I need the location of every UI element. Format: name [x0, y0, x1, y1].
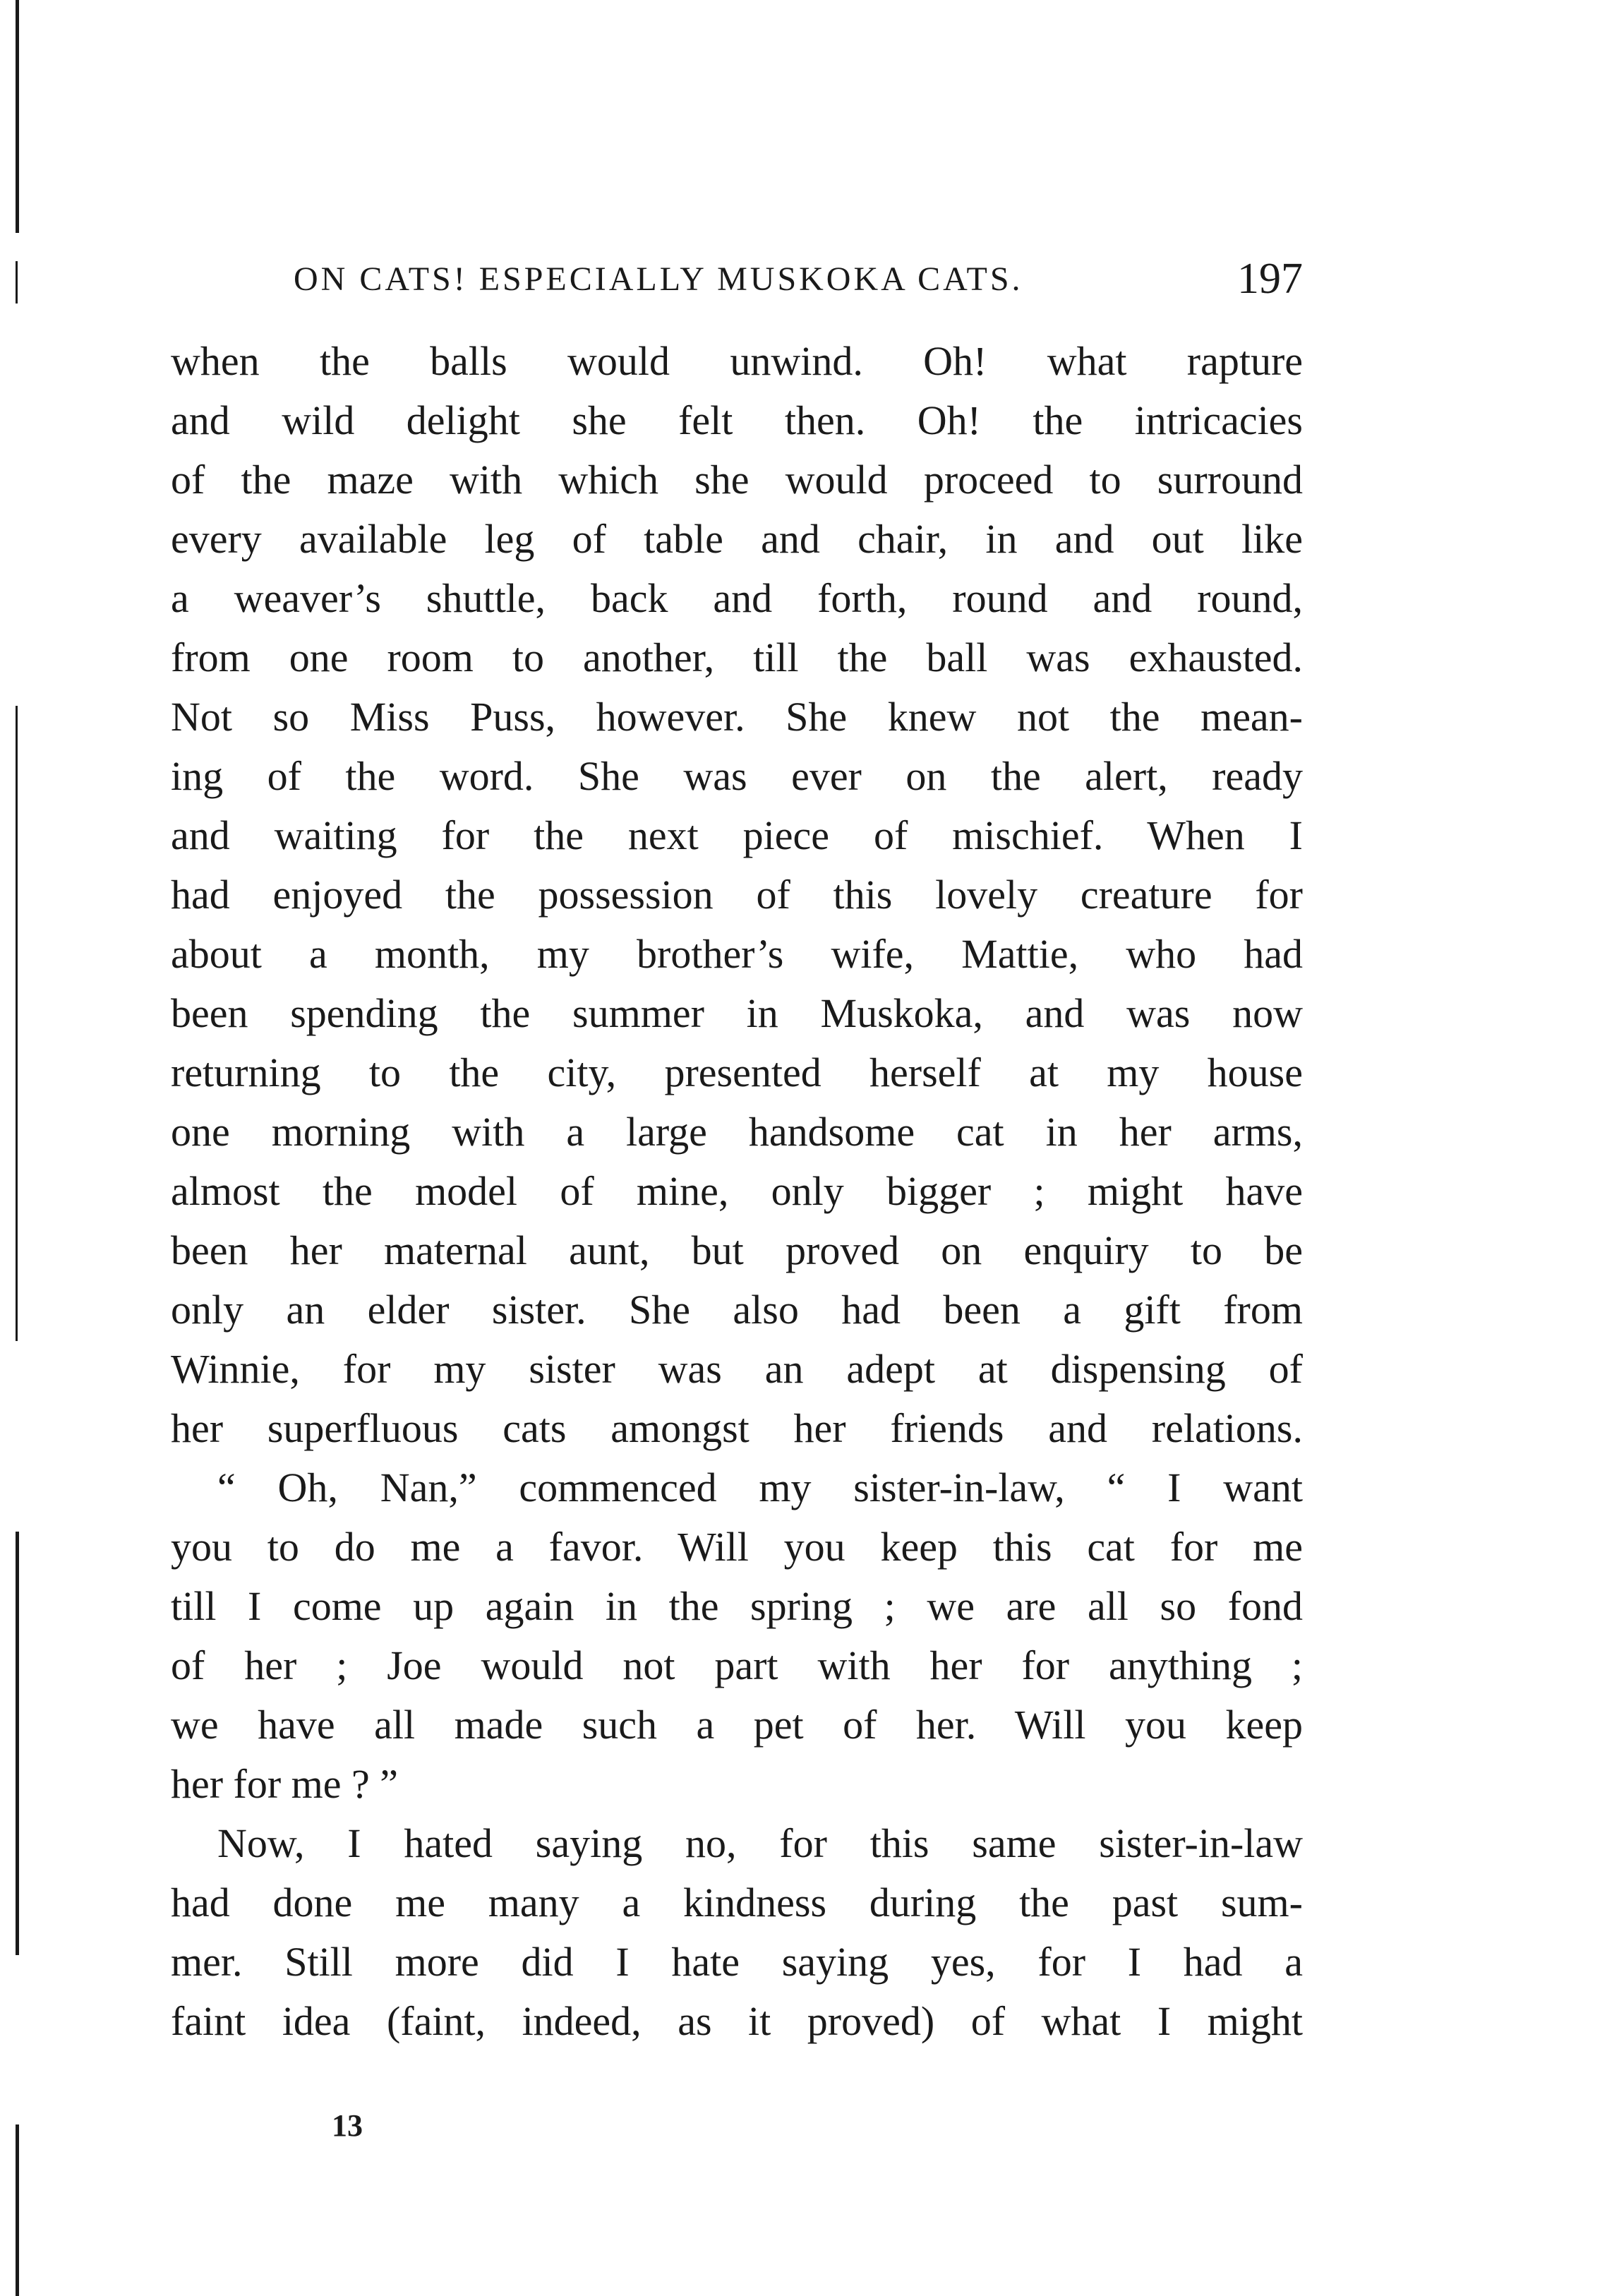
page-header: [294, 254, 1303, 311]
text-line: been spending the summer in Muskoka, and was now: [171, 990, 1303, 1036]
text-line: of the maze with which she would proceed to surround: [171, 457, 1303, 503]
text-line: and wild delight she felt then. Oh! the intricacies: [171, 397, 1303, 443]
text-line: about a month, my brother’s wife, Mattie, who had: [171, 931, 1303, 977]
text-line: and waiting for the next piece of mischief. When I: [171, 812, 1303, 858]
text-line: had enjoyed the possession of this lovely creature for: [171, 872, 1303, 918]
text-line: been her maternal aunt, but proved on enquiry to be: [171, 1227, 1303, 1273]
running-head: ON CATS! ESPECIALLY MUSKOKA CATS.: [294, 260, 1023, 298]
page-edge-shadow: [16, 261, 18, 303]
text-line: her for me ? ”: [171, 1761, 399, 1807]
page-edge-shadow: [16, 2124, 19, 2296]
text-line: till I come up again in the spring ; we are all so fond: [171, 1583, 1303, 1629]
page-edge-shadow: [16, 0, 19, 233]
text-line: faint idea (faint, indeed, as it proved) of what I might: [171, 1998, 1303, 2044]
text-line: her superfluous cats amongst her friends and relations.: [171, 1405, 1303, 1451]
text-line: from one room to another, till the ball was exhausted.: [171, 635, 1303, 680]
page-edge-shadow: [16, 1532, 19, 1955]
body-text: [171, 332, 1303, 2051]
text-line: of her ; Joe would not part with her for anything ;: [171, 1642, 1303, 1688]
text-line: a weaver’s shuttle, back and forth, round and round,: [171, 575, 1303, 621]
text-line: Winnie, for my sister was an adept at dispensing of: [171, 1346, 1303, 1392]
text-line: ing of the word. She was ever on the alert, ready: [171, 753, 1303, 799]
text-line: Now, I hated saying no, for this same sister-in-law: [217, 1820, 1303, 1866]
text-line: one morning with a large handsome cat in her arms,: [171, 1109, 1303, 1155]
text-line: when the balls would unwind. Oh! what rapture: [171, 338, 1303, 384]
text-line: we have all made such a pet of her. Will you keep: [171, 1702, 1303, 1748]
text-line: “ Oh, Nan,” commenced my sister-in-law, “ I want: [217, 1465, 1303, 1510]
text-line: only an elder sister. She also had been a gift from: [171, 1287, 1303, 1333]
text-line: you to do me a favor. Will you keep this cat for me: [171, 1524, 1303, 1570]
text-line: every available leg of table and chair, in and out like: [171, 516, 1303, 562]
text-line: had done me many a kindness during the past sum-: [171, 1880, 1303, 1925]
text-line: Not so Miss Puss, however. She knew not the mean-: [171, 694, 1303, 740]
text-line: returning to the city, presented herself at my house: [171, 1050, 1303, 1095]
text-line: mer. Still more did I hate saying yes, for I had a: [171, 1939, 1303, 1985]
page-number: 197: [1237, 255, 1303, 303]
page-edge-shadow: [16, 706, 18, 1341]
text-line: almost the model of mine, only bigger ; might have: [171, 1168, 1303, 1214]
signature-mark: 13: [332, 2108, 363, 2143]
